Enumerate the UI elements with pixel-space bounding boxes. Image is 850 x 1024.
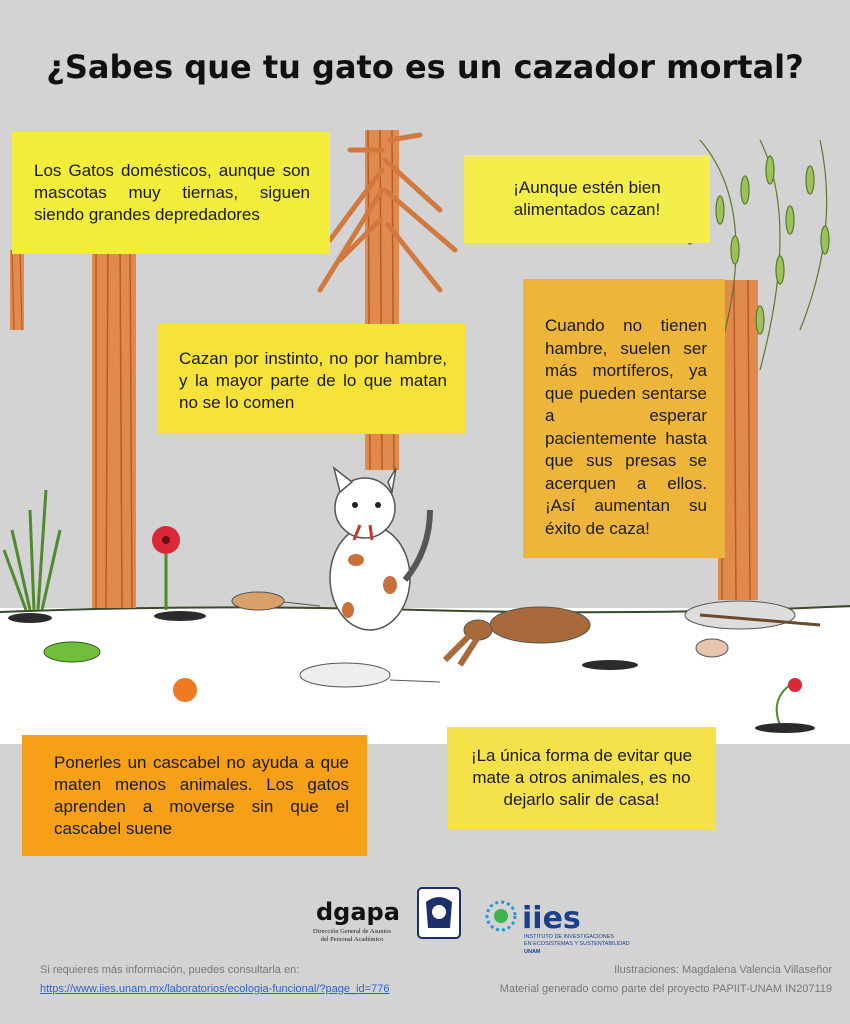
orange-flower (173, 678, 197, 702)
info-box-keep-inside: ¡La única forma de evitar que mate a otros animales, es no dejarlo salir de casa! (447, 727, 716, 830)
tree-left (92, 238, 136, 608)
info-box-not-hungry: Cuando no tienen hambre, suelen ser más mortíferos, ya que pueden sentarse a esperar pacientemente hasta que sus presas se acerquen a ellos. ¡Así aumentan su éxito de caza! (523, 279, 725, 558)
iies-caption-2: EN ECOSISTEMAS Y SUSTENTABILIDAD (524, 941, 630, 947)
grass-tuft (4, 490, 60, 610)
footer-illustrations-credit: Ilustraciones: Magdalena Valencia Villaseñor (614, 964, 832, 976)
unam-seal (418, 888, 460, 938)
cat (330, 468, 430, 630)
info-box-instinct: Cazan por instinto, no por hambre, y la mayor parte de lo que matan no se lo comen (157, 324, 465, 434)
dead-frog (44, 642, 100, 662)
iies-caption-3: UNAM (524, 949, 541, 955)
info-box-domestic-predators: Los Gatos domésticos, aunque son mascotas muy tiernas, siguen siendo grandes depredadores (12, 132, 330, 254)
page-title: ¿Sabes que tu gato es un cazador mortal? (46, 48, 804, 86)
footer-link[interactable]: https://www.iies.unam.mx/laboratorios/ecologia-funcional/?page_id=776 (40, 983, 390, 995)
info-box-bell: Ponerles un cascabel no ayuda a que maten menos animales. Los gatos aprenden a moverse sin que el cascabel suene (22, 735, 367, 856)
dgapa-logo (313, 898, 400, 943)
info-box-well-fed: ¡Aunque estén bien alimentados cazan! (464, 155, 710, 243)
footer-project-credit: Material generado como parte del proyecto PAPIIT-UNAM IN207119 (499, 983, 832, 995)
iies-burst-icon (487, 902, 515, 930)
tree-far-left (10, 250, 24, 330)
dgapa-caption-1: Dirección General de Asuntos (312, 928, 392, 935)
footer-info-text: Si requieres más información, puedes consultarla en: (40, 964, 300, 976)
iies-wordmark: iies (522, 901, 581, 936)
iies-logo (487, 901, 630, 955)
dead-mouse-right (696, 639, 728, 657)
iies-caption-1: INSTITUTO DE INVESTIGACIONES (524, 934, 615, 940)
logos-row (0, 870, 850, 960)
dgapa-caption-2: del Personal Académico (320, 936, 384, 943)
dgapa-wordmark: dgapa (316, 898, 400, 926)
red-flower (152, 526, 180, 610)
